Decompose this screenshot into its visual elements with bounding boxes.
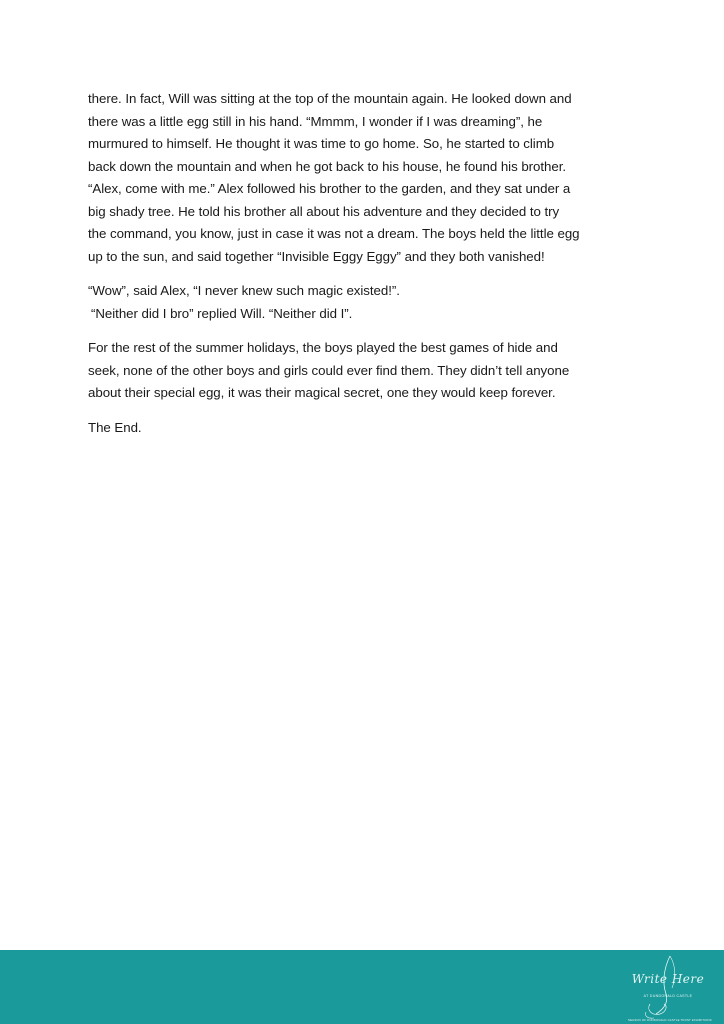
story-text xyxy=(88,88,648,451)
text-line: there. In fact, Will was sitting at the top of the mountain again. He looked down and xyxy=(88,91,572,106)
story-paragraph xyxy=(88,337,648,405)
text-line: “Neither did I bro” replied Will. “Neither did I”. xyxy=(91,305,353,321)
logo-subtitle: AT DUNDONALD CASTLE xyxy=(643,994,693,998)
logo-footnote: SEASON OF DUNDONALD CASTLE TRUST EXHIBITIONS xyxy=(628,1018,712,1022)
text-line: back down the mountain and when he got back to his house, he found his brother. xyxy=(88,158,567,174)
text-line: “Wow”, said Alex, “I never knew such magic existed!”. xyxy=(88,283,400,298)
text-line: seek, none of the other boys and girls could ever find them. They didn’t tell anyone xyxy=(88,362,570,378)
text-line: the command, you know, just in case it was not a dream. The boys held the little egg xyxy=(88,226,580,241)
write-here-logo xyxy=(626,952,712,1022)
logo-script-text: Write Here xyxy=(631,972,705,986)
dialogue-paragraph xyxy=(88,280,648,325)
text-line: murmured to himself. He thought it was time to go home. So, he started to climb xyxy=(88,136,555,151)
text-line: “Alex, come with me.” Alex followed his brother to the garden, and they sat under a xyxy=(88,181,571,196)
text-line: up to the sun, and said together “Invisible Eggy Eggy” and they both vanished! xyxy=(88,248,545,264)
the-end-paragraph xyxy=(88,417,648,440)
text-line: big shady tree. He told his brother all about his adventure and they decided to try xyxy=(88,203,560,219)
quill-feather-icon xyxy=(626,952,712,1022)
story-paragraph xyxy=(88,88,648,268)
text-line: there was a little egg still in his hand. “Mmmm, I wonder if I was dreaming”, he xyxy=(88,113,543,129)
text-line: about their special egg, it was their magical secret, one they would keep forever. xyxy=(88,385,556,400)
text-line: For the rest of the summer holidays, the boys played the best games of hide and xyxy=(88,340,558,355)
text-line: The End. xyxy=(88,419,142,435)
footer-band xyxy=(0,950,724,1024)
